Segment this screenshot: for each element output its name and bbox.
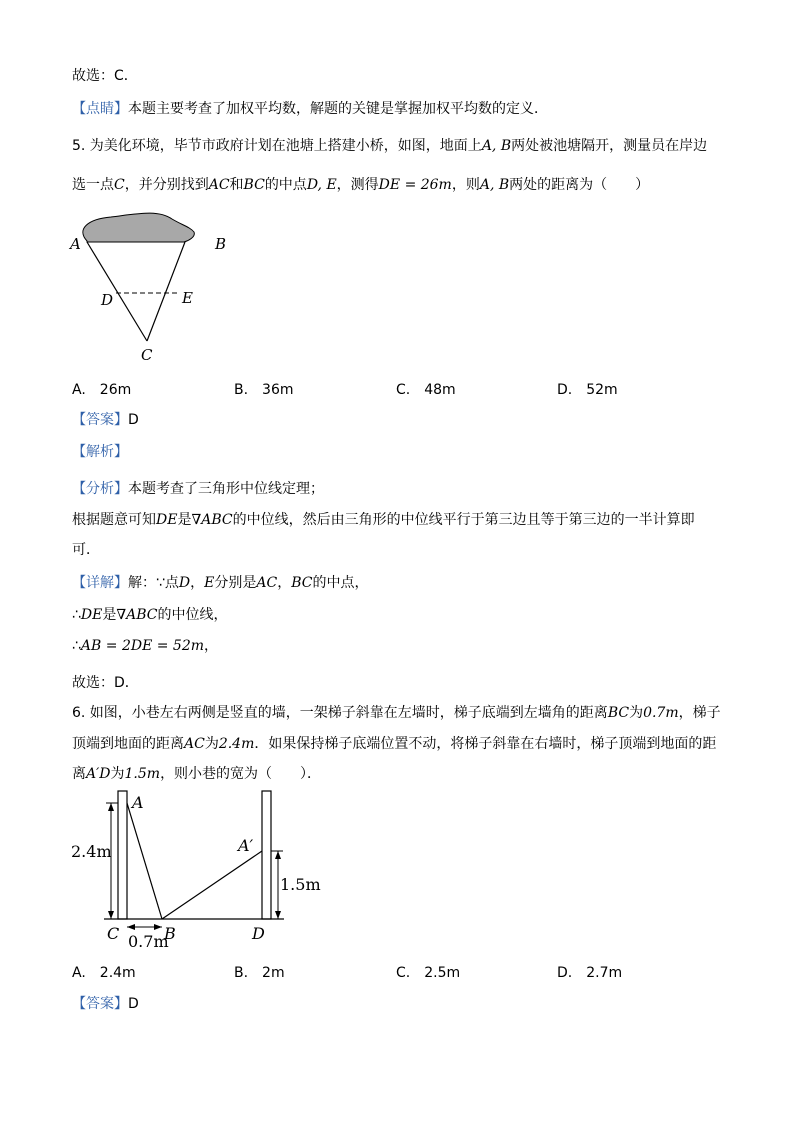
q5-jiexi: 【解析】 bbox=[72, 444, 128, 460]
q5-reason-line1: 根据题意可知DE是∇ABC的中位线，然后由三角形的中位线平行于第三边且等于第三边的一半计算即 bbox=[72, 512, 695, 528]
label-b: B bbox=[164, 924, 176, 943]
label-e: E bbox=[182, 289, 193, 307]
label-07m: 0.7m bbox=[128, 932, 169, 951]
q5-answer: 【答案】D bbox=[72, 412, 139, 428]
label-b: B bbox=[215, 235, 227, 253]
q6-figure bbox=[66, 785, 336, 955]
label-15m: 1.5m bbox=[280, 875, 321, 894]
q6-answer: 【答案】D bbox=[72, 996, 139, 1012]
q5-option-a: A. 26m bbox=[72, 382, 132, 398]
label-c: C bbox=[141, 346, 153, 364]
q5-option-b: B. 36m bbox=[234, 382, 294, 398]
ladder-right bbox=[162, 851, 262, 919]
label-d: D bbox=[252, 924, 265, 943]
pond-shape bbox=[83, 213, 194, 242]
label-a: A bbox=[70, 235, 81, 253]
q5-detail-line3: ∴AB = 2DE = 52m， bbox=[72, 638, 219, 654]
label-a: A bbox=[132, 793, 144, 812]
label-c: C bbox=[107, 924, 120, 943]
label-d: D bbox=[101, 291, 114, 309]
dianjing-line: 【点睛】本题主要考查了加权平均数，解题的关键是掌握加权平均数的定义． bbox=[72, 101, 548, 117]
q5-option-d: D. 52m bbox=[557, 382, 618, 398]
label-a-prime: A′ bbox=[238, 836, 254, 855]
q6-option-b: B. 2m bbox=[234, 965, 285, 981]
left-wall bbox=[118, 791, 127, 919]
q6-option-a: A. 2.4m bbox=[72, 965, 136, 981]
q5-reason-line2: 可． bbox=[72, 542, 100, 558]
q6-stem-line3: 离A′D为1.5m，则小巷的宽为（ ）． bbox=[72, 766, 322, 782]
q5-detail-line2: ∴DE是∇ABC的中位线， bbox=[72, 607, 228, 623]
q5-figure bbox=[66, 205, 246, 370]
answer-line-prev: 故选：C． bbox=[72, 68, 138, 84]
q5-option-c: C. 48m bbox=[396, 382, 456, 398]
q5-final: 故选：D． bbox=[72, 675, 139, 691]
q5-detail-line1: 【详解】解：∵点D，E分别是AC，BC的中点， bbox=[72, 575, 369, 591]
q5-stem-line2: 选一点C，并分别找到AC和BC的中点D, E，测得DE = 26m，则A, B两处的距离为（ ） bbox=[72, 177, 650, 193]
q6-option-c: C. 2.5m bbox=[396, 965, 461, 981]
q6-stem-line2: 顶端到地面的距离AC为2.4m．如果保持梯子底端位置不动，将梯子斜靠在右墙时，梯子顶端到地面的距 bbox=[72, 736, 717, 752]
line-bc bbox=[147, 242, 185, 341]
label-24m: 2.4m bbox=[71, 842, 112, 861]
q6-stem-line1: 6. 如图，小巷左右两侧是竖直的墙，一架梯子斜靠在左墙时，梯子底端到左墙角的距离BC为0.7m，梯子 bbox=[72, 705, 721, 721]
line-ac bbox=[87, 242, 147, 341]
right-wall bbox=[262, 791, 271, 919]
q6-option-d: D. 2.7m bbox=[557, 965, 623, 981]
q5-stem-line1: 5. 为美化环境，毕节市政府计划在池塘上搭建小桥，如图，地面上A, B两处被池塘隔开，测量员在岸边 bbox=[72, 138, 708, 154]
ladder-left bbox=[127, 803, 162, 919]
q5-fenxi: 【分析】本题考查了三角形中位线定理； bbox=[72, 481, 324, 497]
